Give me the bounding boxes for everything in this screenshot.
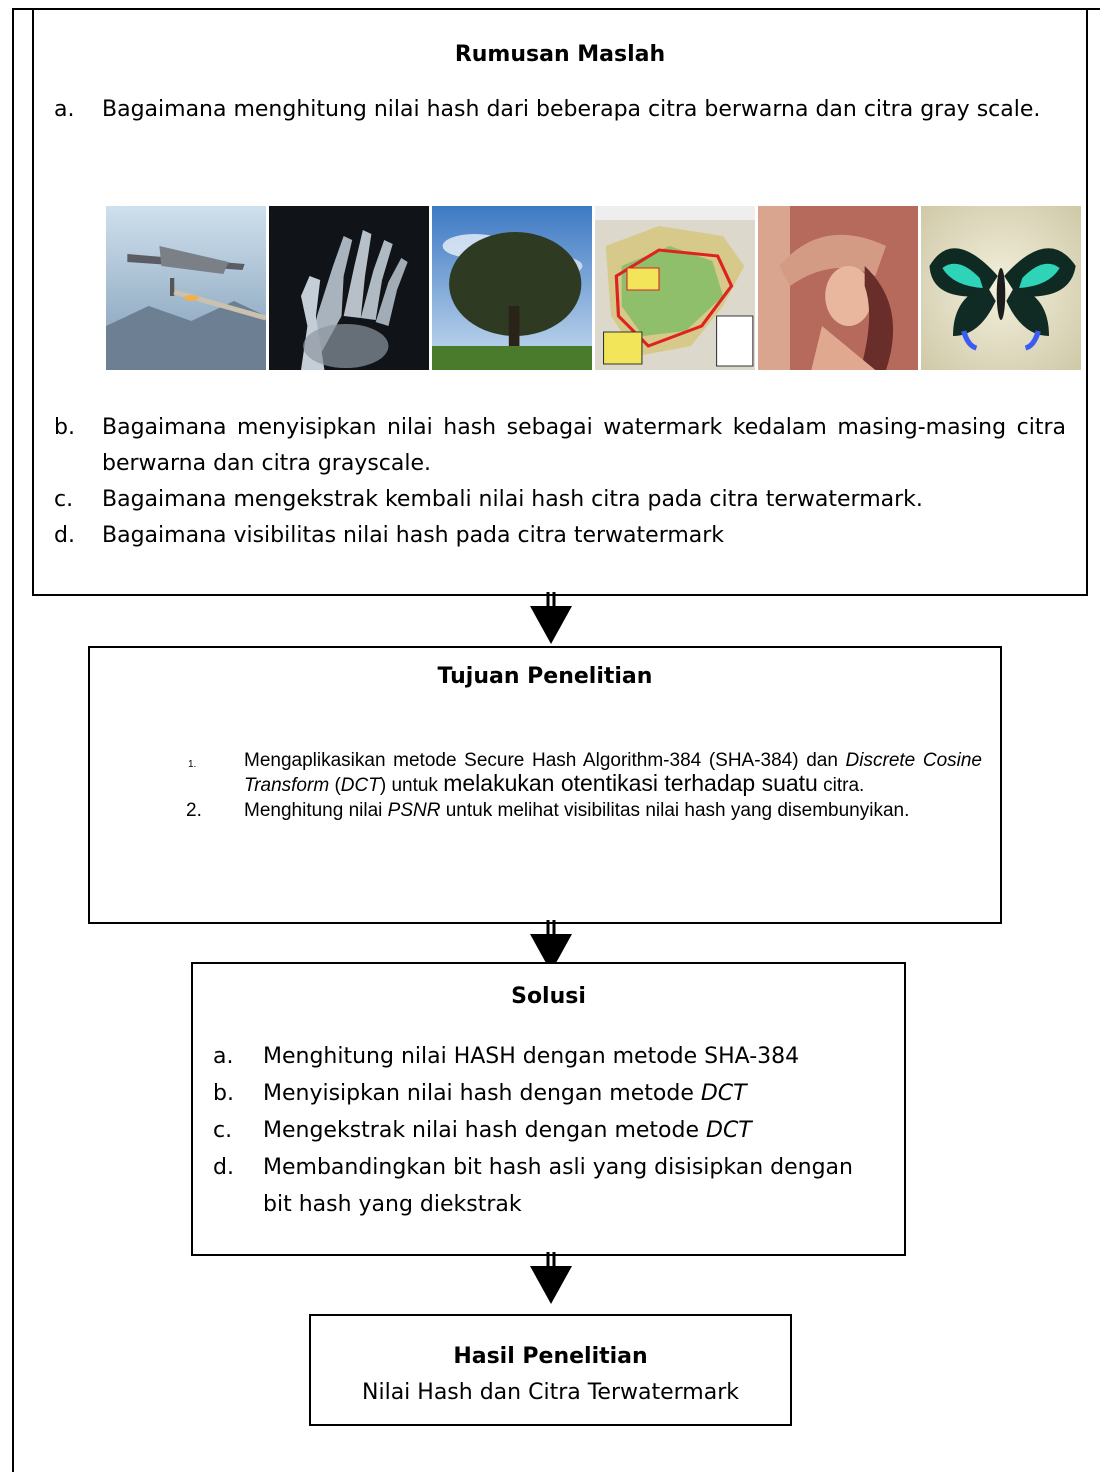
list-text: Bagaimana menyisipkan nilai hash sebagai watermark kedalam masing-masing citra berwarna dan citra grayscale.	[102, 415, 1066, 476]
drone-image	[106, 206, 266, 370]
image-row	[106, 206, 1081, 370]
list-marker: c.	[213, 1118, 233, 1143]
list-item	[186, 799, 982, 822]
solution-text-italic: DCT	[706, 1118, 752, 1143]
list-marker: d.	[213, 1155, 234, 1180]
list-marker: 1.	[188, 759, 197, 770]
goal-text: citra.	[817, 775, 865, 796]
solution-list	[213, 1038, 884, 1223]
goal-text: untuk melihat visibilitas nilai hash yang disembunyikan.	[440, 800, 910, 821]
result-text: Nilai Hash dan Citra Terwatermark	[362, 1380, 739, 1405]
list-marker: 2.	[186, 800, 202, 821]
list-marker: c.	[54, 487, 74, 512]
result-title: Hasil Penelitian	[453, 1344, 648, 1369]
list-text: Bagaimana visibilitas nilai hash pada citra terwatermark	[102, 523, 725, 548]
map-image	[595, 206, 755, 370]
outer-frame-left	[12, 8, 14, 1472]
goal-text: Mengaplikasikan metode Secure Hash Algorithm-384 (SHA-384) dan	[244, 750, 846, 771]
goal-box	[88, 646, 1002, 924]
goal-text-italic: PSNR	[387, 800, 441, 821]
goal-text: (	[329, 775, 341, 796]
down-arrow-icon	[528, 592, 574, 644]
goal-list	[186, 749, 983, 824]
list-marker: a.	[213, 1044, 234, 1069]
solution-text: Mengekstrak nilai hash dengan metode	[263, 1118, 706, 1143]
solution-text: Menghitung nilai HASH dengan metode SHA-384	[263, 1044, 800, 1069]
result-box	[309, 1314, 792, 1426]
butterfly-image	[921, 206, 1081, 370]
list-item	[188, 749, 983, 797]
goal-text-italic: Discrete Cosine Transform	[244, 750, 983, 796]
problem-list-a	[54, 92, 1066, 128]
tree-image	[432, 206, 592, 370]
list-marker: d.	[54, 523, 75, 548]
list-text: Bagaimana menghitung nilai hash dari beberapa citra berwarna dan citra gray scale.	[102, 97, 1041, 122]
list-item	[213, 1149, 884, 1223]
list-marker: b.	[213, 1081, 234, 1106]
solution-text-italic: DCT	[700, 1081, 747, 1106]
list-item	[54, 518, 1066, 554]
list-marker: b.	[54, 415, 75, 440]
list-text: Bagaimana mengekstrak kembali nilai hash citra pada citra terwatermark.	[102, 487, 923, 512]
solution-box	[191, 962, 906, 1256]
goal-text: ) untuk	[379, 775, 444, 796]
down-arrow-icon	[528, 1252, 574, 1304]
goal-text-italic: DCT	[340, 775, 380, 796]
problem-title: Rumusan Maslah	[454, 42, 666, 67]
goal-text: Menghitung nilai	[244, 800, 388, 821]
list-item	[54, 410, 1066, 482]
list-marker: a.	[54, 97, 75, 122]
problem-list-bcd	[54, 410, 1066, 554]
x-ray-foot-image	[269, 206, 429, 370]
goal-text-large: melakukan otentikasi terhadap suatu	[443, 770, 818, 796]
solution-title: Solusi	[511, 984, 586, 1009]
portrait-image	[758, 206, 918, 370]
goal-title: Tujuan Penelitian	[437, 664, 653, 689]
list-item	[213, 1038, 884, 1075]
list-item	[54, 92, 1066, 128]
solution-text: Membandingkan bit hash asli yang disisipkan dengan bit hash yang diekstrak	[263, 1155, 853, 1217]
list-item	[213, 1112, 884, 1149]
problem-box	[32, 8, 1088, 596]
list-item	[213, 1075, 884, 1112]
list-item	[54, 482, 1066, 518]
solution-text: Menyisipkan nilai hash dengan metode	[263, 1081, 701, 1106]
